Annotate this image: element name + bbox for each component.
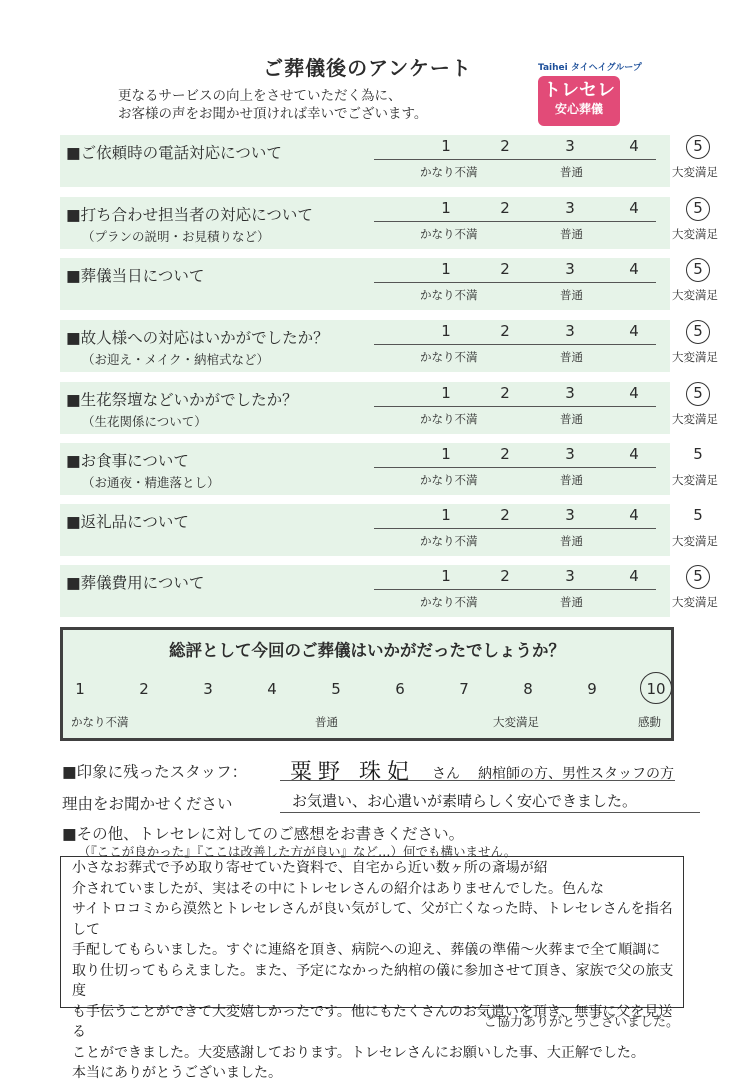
question-row xyxy=(60,443,718,495)
brand-logo xyxy=(538,76,620,126)
scale-number: 5 xyxy=(693,384,703,402)
question-title: ■故人様への対応はいかがでしたか？ xyxy=(66,329,329,347)
other-hint: （『ここが良かった』『ここは改善した方が良い』など…）何でも構いません。 xyxy=(78,844,517,859)
scale-number: 5 xyxy=(693,506,703,524)
comment-line: も手伝うことができて大変嬉しかったです。他にもたくさんのお気遣いを頂き、無事に父を見送る xyxy=(72,1003,673,1040)
question-subtitle: （プランの説明・お見積りなど） xyxy=(82,229,270,244)
scale-label-high: 大変満足 xyxy=(672,288,718,302)
scale-number: 1 xyxy=(441,199,451,217)
rating-scale xyxy=(350,135,718,187)
scale-label-mid: 普通 xyxy=(560,595,583,609)
scale-label-low: かなり不満 xyxy=(420,227,478,241)
scale-number: 4 xyxy=(629,506,639,524)
scale-label-low: かなり不満 xyxy=(420,412,478,426)
overall-scale-number: 9 xyxy=(587,680,597,698)
scale-line xyxy=(374,221,656,222)
scale-number: 1 xyxy=(441,506,451,524)
rating-scale xyxy=(350,504,718,556)
scale-line xyxy=(374,528,656,529)
comment-line: 手配してもらいました。すぐに連絡を頂き、病院への迎え、葬儀の準備～火葬まで全て順調に xyxy=(72,942,661,958)
selected-rating-circle xyxy=(686,135,710,159)
question-title: ■葬儀当日について xyxy=(66,267,205,285)
scale-label-low: かなり不満 xyxy=(420,534,478,548)
intro-line-2: お客様の声をお聞かせ頂ければ幸いでございます。 xyxy=(118,106,428,122)
scale-label-mid: 普通 xyxy=(560,165,583,179)
rating-scale xyxy=(350,320,718,372)
scale-number: 2 xyxy=(500,384,510,402)
survey-title: ご葬儀後のアンケート xyxy=(263,56,472,80)
scale-number: 3 xyxy=(565,445,575,463)
scale-number: 2 xyxy=(500,567,510,585)
comment-line: 取り仕切ってもらえました。また、予定になかった納棺の儀に参加させて頂き、家族で父の旅支度 xyxy=(72,962,674,999)
question-title: ■ご依頼時の電話対応について xyxy=(66,144,282,162)
scale-label-high: 大変満足 xyxy=(672,227,718,241)
overall-scale-number: 5 xyxy=(331,680,341,698)
scale-number: 2 xyxy=(500,199,510,217)
scale-label-high: 大変満足 xyxy=(672,534,718,548)
question-row xyxy=(60,320,718,372)
question-row xyxy=(60,382,718,434)
scale-number: 5 xyxy=(693,445,703,463)
comment-line: 本当にありがとうございました。 xyxy=(72,1065,282,1081)
scale-line xyxy=(374,406,656,407)
scale-number: 2 xyxy=(500,322,510,340)
question-row xyxy=(60,135,718,187)
overall-scale-number: 3 xyxy=(203,680,213,698)
thanks-text: ご協力ありがとうございました。 xyxy=(484,1015,680,1030)
question-row xyxy=(60,258,718,310)
staff-extra-note: 納棺師の方、男性スタッフの方 xyxy=(478,766,674,782)
scale-number: 1 xyxy=(441,322,451,340)
scale-line xyxy=(374,344,656,345)
scale-number: 1 xyxy=(441,445,451,463)
scale-number: 2 xyxy=(500,506,510,524)
scale-number: 3 xyxy=(565,260,575,278)
rating-scale xyxy=(350,565,718,617)
scale-label-high: 大変満足 xyxy=(672,473,718,487)
scale-label-low: かなり不満 xyxy=(420,350,478,364)
comment-line: ことができました。大変感謝しております。トレセレさんにお願いした事、大正解でした。 xyxy=(72,1044,645,1061)
scale-number: 4 xyxy=(629,137,639,155)
scale-number: 3 xyxy=(565,567,575,585)
scale-number: 3 xyxy=(565,384,575,402)
overall-label-high: 大変満足 xyxy=(493,715,539,729)
reason-label: 理由をお聞かせください xyxy=(62,795,233,813)
reason-underline xyxy=(280,812,700,813)
staff-honorific: さん xyxy=(432,766,460,782)
question-title: ■お食事について xyxy=(66,452,189,470)
scale-number: 1 xyxy=(441,137,451,155)
question-row xyxy=(60,197,718,249)
comment-text xyxy=(72,858,682,1084)
question-title: ■返礼品について xyxy=(66,513,189,531)
scale-number: 4 xyxy=(629,199,639,217)
scale-label-low: かなり不満 xyxy=(420,288,478,302)
comment-line: サイトロコミから漠然とトレセレさんが良い気がして、父が亡くなった時、トレセレさんを指名して xyxy=(72,901,673,938)
rating-scale xyxy=(350,443,718,495)
scale-label-mid: 普通 xyxy=(560,534,583,548)
rating-scale xyxy=(350,197,718,249)
scale-number: 5 xyxy=(693,137,703,155)
scale-label-high: 大変満足 xyxy=(672,165,718,179)
staff-underline xyxy=(280,780,675,781)
comment-line: 介されていましたが、実はその中にトレセレさんの紹介はありませんでした。色んな xyxy=(72,880,604,897)
scale-label-low: かなり不満 xyxy=(420,595,478,609)
scale-number: 3 xyxy=(565,137,575,155)
scale-label-mid: 普通 xyxy=(560,350,583,364)
selected-rating-circle xyxy=(686,382,710,406)
selected-rating-circle xyxy=(686,320,710,344)
scale-number: 2 xyxy=(500,260,510,278)
question-subtitle: （お通夜・精進落とし） xyxy=(82,475,220,490)
scale-number: 3 xyxy=(565,322,575,340)
group-logo: Taihei タイヘイグループ xyxy=(538,63,642,73)
scale-number: 4 xyxy=(629,567,639,585)
scale-line xyxy=(374,589,656,590)
scale-number: 2 xyxy=(500,445,510,463)
scale-label-mid: 普通 xyxy=(560,288,583,302)
overall-scale-number: 1 xyxy=(75,680,85,698)
overall-scale-number: 6 xyxy=(395,680,405,698)
staff-label: ■印象に残ったスタッフ： xyxy=(62,763,248,781)
rating-scale xyxy=(350,258,718,310)
scale-number: 5 xyxy=(693,260,703,278)
question-row xyxy=(60,504,718,556)
scale-number: 3 xyxy=(565,506,575,524)
reason-text: お気遣い、お心遣いが素晴らしく安心できました。 xyxy=(292,792,638,810)
brand-tagline: 安心葬儀 xyxy=(554,102,603,116)
question-subtitle: （生花関係について） xyxy=(82,414,207,429)
question-subtitle: （お迎え・メイク・納棺式など） xyxy=(82,352,270,367)
overall-label-top: 感動 xyxy=(638,715,661,729)
scale-label-high: 大変満足 xyxy=(672,350,718,364)
scale-label-low: かなり不満 xyxy=(420,165,478,179)
scale-number: 5 xyxy=(693,322,703,340)
scale-number: 1 xyxy=(441,384,451,402)
brand-name: トレセレ xyxy=(543,80,615,101)
scale-label-high: 大変満足 xyxy=(672,595,718,609)
scale-line xyxy=(374,159,656,160)
overall-rating-box xyxy=(60,627,674,741)
overall-scale-number: 7 xyxy=(459,680,469,698)
scale-number: 5 xyxy=(693,567,703,585)
scale-number: 1 xyxy=(441,260,451,278)
scale-line xyxy=(374,467,656,468)
scale-label-high: 大変満足 xyxy=(672,412,718,426)
overall-scale-number: 8 xyxy=(523,680,533,698)
scale-number: 3 xyxy=(565,199,575,217)
selected-rating-circle xyxy=(686,565,710,589)
comment-line: 小さなお葬式で予め取り寄せていた資料で、自宅から近い数ヶ所の斎場が紹 xyxy=(72,860,548,876)
overall-scale-number: 2 xyxy=(139,680,149,698)
question-title: ■葬儀費用について xyxy=(66,574,205,592)
question-title: ■生花祭壇などいかがでしたか？ xyxy=(66,391,298,409)
staff-name: 粟野 珠妃 xyxy=(290,760,415,785)
overall-selected-circle xyxy=(640,672,672,704)
scale-number: 4 xyxy=(629,445,639,463)
scale-number: 1 xyxy=(441,567,451,585)
scale-number: 4 xyxy=(629,260,639,278)
intro-line-1: 更なるサービスの向上をさせていただく為に、 xyxy=(118,88,402,104)
overall-label-low: かなり不満 xyxy=(71,715,129,729)
scale-number: 4 xyxy=(629,384,639,402)
rating-scale xyxy=(350,382,718,434)
scale-label-mid: 普通 xyxy=(560,412,583,426)
question-title: ■打ち合わせ担当者の対応について xyxy=(66,206,313,224)
selected-rating-circle xyxy=(686,197,710,221)
question-row xyxy=(60,565,718,617)
other-label: ■その他、トレセレに対してのご感想をお書きください。 xyxy=(62,825,465,843)
selected-rating-circle xyxy=(686,258,710,282)
overall-label-mid: 普通 xyxy=(315,715,338,729)
scale-number: 4 xyxy=(629,322,639,340)
scale-label-mid: 普通 xyxy=(560,473,583,487)
scale-label-mid: 普通 xyxy=(560,227,583,241)
scale-number: 5 xyxy=(693,199,703,217)
overall-title: 総評として今回のご葬儀はいかがだったでしょうか？ xyxy=(169,641,565,660)
scale-line xyxy=(374,282,656,283)
scale-label-low: かなり不満 xyxy=(420,473,478,487)
overall-scale-number: 10 xyxy=(646,680,666,698)
scale-number: 2 xyxy=(500,137,510,155)
overall-scale-number: 4 xyxy=(267,680,277,698)
